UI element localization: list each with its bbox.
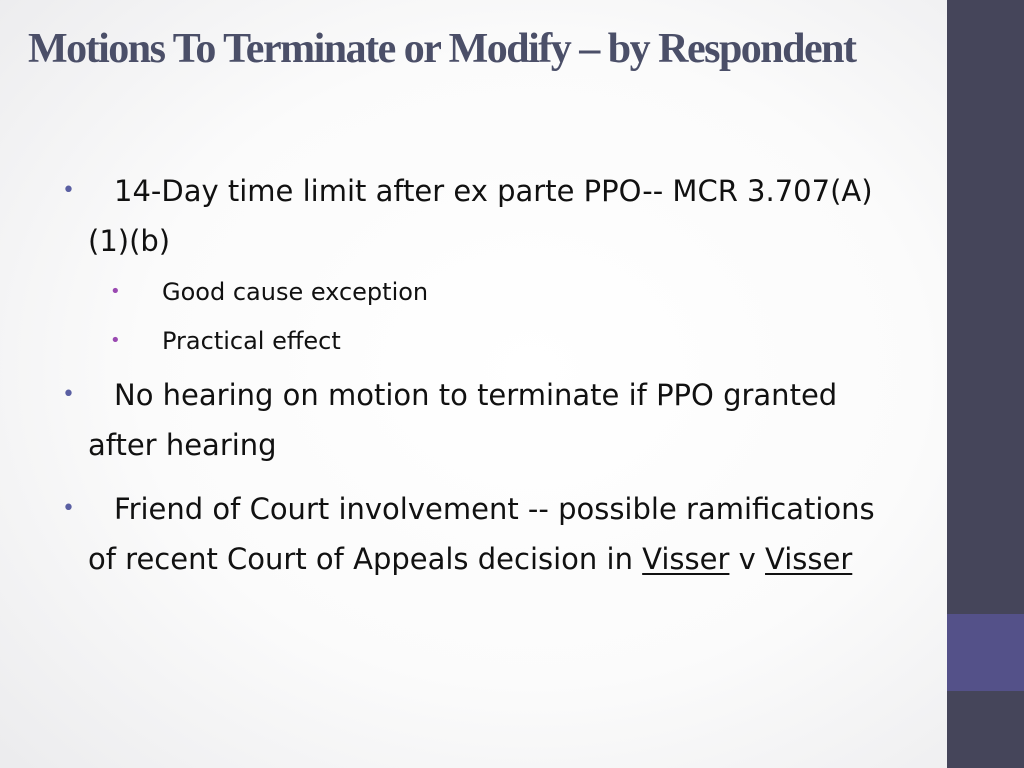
bullet-text: No hearing on motion to terminate if PPO granted after hearing — [88, 378, 838, 462]
sub-bullet-text: Practical effect — [162, 327, 341, 355]
bullet-friend-of-court — [60, 484, 890, 584]
case-name-party-2: Visser — [765, 542, 853, 576]
bullet-time-limit — [60, 166, 890, 266]
slide-title: Motions To Terminate or Modify – by Respondent — [28, 26, 856, 72]
sub-bullet-dot-icon: • — [110, 281, 121, 302]
sub-bullet-practical-effect — [60, 321, 890, 361]
slide-sidebar-accent — [947, 614, 1024, 691]
bullet-no-hearing — [60, 370, 890, 470]
case-name-party-1: Visser — [642, 542, 730, 576]
bullet-text: 14-Day time limit after ex parte PPO-- MCR 3.707(A)(1)(b) — [88, 174, 873, 258]
sub-bullet-good-cause — [60, 272, 890, 312]
bullet-dot-icon: • — [62, 178, 75, 203]
slide-body — [60, 166, 890, 586]
bullet-text: Friend of Court involvement -- possible ramifications of recent Court of Appeals decision in — [88, 492, 875, 576]
bullet-dot-icon: • — [62, 382, 75, 407]
case-connector: v — [729, 542, 766, 576]
sub-bullet-dot-icon: • — [110, 330, 121, 351]
bullet-dot-icon: • — [62, 496, 75, 521]
sub-bullet-text: Good cause exception — [162, 278, 429, 306]
